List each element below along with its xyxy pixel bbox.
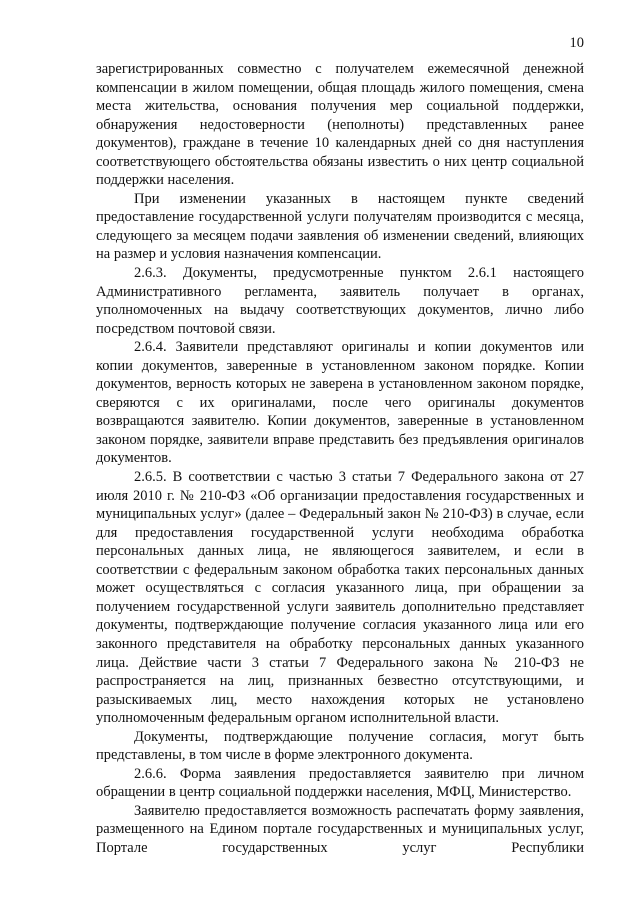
page-number: 10: [569, 35, 584, 51]
paragraph-changes-effective-date: При изменении указанных в настоящем пункте сведений предоставление государственной услуги получателям производится с месяца, следующего за месяцем подачи заявления об изменении сведений, влияющих на размер и условия назначения компенсации.: [96, 190, 584, 263]
paragraph-print-form: Заявителю предоставляется возможность распечатать форму заявления, размещенного на Едином портале государственных и муниципальных услуг, Портале государственных услуг Республики: [96, 802, 584, 856]
paragraph-2-6-3: 2.6.3. Документы, предусмотренные пунктом 2.6.1 настоящего Административного регламента, заявитель получает в органах, уполномоченных на выдачу соответствующих документов, лично либо посредством почтовой связи.: [96, 265, 584, 337]
document-body: [96, 60, 584, 858]
paragraph-2-6-5: 2.6.5. В соответствии с частью 3 статьи 7 Федерального закона от 27 июля 2010 г. № 210-ФЗ «Об организации предоставления государственных и муниципальных услуг» (далее – Федеральный закон № 210-ФЗ) в случае, если для предоставления государственной услуги необходима обработка персональных данных лица, не являющегося заявителем, и если в соответствии с федеральным законом обработка таких персональных данных может осуществляться с согласия указанного лица, при обращении за получением государственной услуги заявитель дополнительно представляет документы, подтверждающие получение согласия указанного лица или его законного представителя на обработку персональных данных указанного лица. Действие части 3 статьи 7 Федерального закона № 210-ФЗ не распространяется на лиц, признанных безвестно отсутствующими, и разыскиваемых лиц, место нахождения которых не установлено уполномоченным федеральным органом исполнительной власти.: [96, 469, 584, 727]
paragraph-household-changes-notice: зарегистрированных совместно с получателем ежемесячной денежной компенсации в жилом помещении, общая площадь жилого помещения, смена места жительства, основания получения мер социальной поддержки, обнаружения недостоверности (неполноты) представленных ранее документов), граждане в течение 10 календарных дней со дня наступления соответствующего обстоятельства обязаны известить о них центр социальной поддержки населения.: [96, 61, 584, 189]
paragraph-2-6-4: 2.6.4. Заявители представляют оригиналы и копии документов или копии документов, заверенные в установленном законом порядке. Копии документов, верность которых не заверена в установленном законом порядке, сверяются с их оригиналами, после чего оригиналы документов возвращаются заявителю. Копии документов, заверенные в установленном законом порядке, заявители вправе представить без предъявления оригиналов документов.: [96, 339, 584, 467]
paragraph-2-6-6: 2.6.6. Форма заявления предоставляется заявителю при личном обращении в центр социальной поддержки населения, МФЦ, Министерство.: [96, 765, 584, 801]
paragraph-consent-documents: Документы, подтверждающие получение согласия, могут быть представлены, в том числе в форме электронного документа.: [96, 728, 584, 764]
